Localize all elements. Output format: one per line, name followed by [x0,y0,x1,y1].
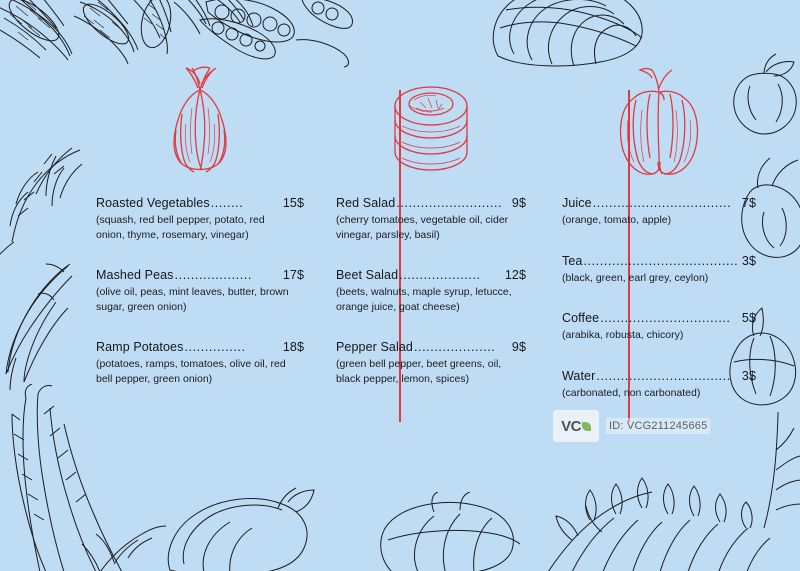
menu-item-title [562,196,756,210]
peas-illustration [196,0,356,68]
leader-dots: ........ [210,196,244,210]
menu-item-description: (olive oil, peas, mint leaves, butter, brown sugar, green onion) [96,286,289,313]
menu-item-price: 15$ [282,196,304,210]
menu-item-title [562,311,756,325]
menu-item [336,268,526,314]
watermark [553,410,710,442]
cabbage-illustration [470,0,690,68]
menu-item-name: Water [562,368,596,383]
menu-item-name: Roasted Vegetables [96,196,210,210]
menu-item-price: 9$ [511,340,526,354]
menu-item [336,196,526,242]
menu-item [562,369,756,401]
leader-dots: .......................... [396,196,503,210]
menu-item-description: (arabika, robusta, chicory) [562,329,684,341]
menu-item-description: (cherry tomatoes, vegetable oil, cider vinegar, parsley, basil) [336,214,509,241]
menu-item [336,340,526,386]
menu-item [562,254,756,286]
menu-item-title [96,196,304,210]
menu-item-description: (carbonated, non carbonated) [562,386,701,399]
watermark-logo-text: VC [561,417,581,435]
menu-item-price: 9$ [511,196,526,210]
menu-item-title [96,268,304,282]
menu-item-name: Pepper Salad [336,340,413,354]
menu-column-appetizers [96,62,318,412]
garlic-icon [96,62,304,182]
menu-item-title [96,340,304,354]
cilantro-illustration [532,470,772,571]
menu-item-name: Ramp Potatoes [96,340,184,354]
menu-item-name: Tea [562,253,583,268]
menu-item-description: (green bell pepper, beet greens, oil, black pepper, lemon, spices) [336,358,502,385]
menu-item-description: (black, green, earl grey, ceylon) [562,271,709,284]
menu-item-description: (potatoes, ramps, tomatoes, olive oil, red bell pepper, green onion) [96,358,286,385]
leader-dots: .................... [399,268,481,282]
menu-item-name: Juice [562,196,592,210]
menu-item-price: 18$ [282,340,304,354]
menu-item-title [562,254,756,268]
menu-item-description: (squash, red bell pepper, potato, red onion, thyme, rosemary, vinegar) [96,214,265,241]
menu-item-description: (orange, tomato, apple) [562,214,672,226]
menu-item-price: 3$ [741,253,756,268]
menu-item-name: Coffee [562,311,600,325]
eggplant-illustration [160,486,320,571]
menu-item-price: 12$ [504,268,526,282]
menu-item-price: 3$ [741,368,756,383]
leaf-icon [582,422,591,431]
menu-item [562,196,756,228]
menu-column-drinks [540,62,756,426]
menu-item-title [562,369,756,383]
leader-dots: .................... [413,340,496,354]
menu-item-price: 17$ [282,268,304,282]
menu-item [96,196,304,242]
leader-dots: ................................. [596,368,731,383]
menu-item-price: 7$ [741,196,756,210]
menu-item [562,311,756,343]
chili-pepper-illustration [0,262,76,392]
menu-columns [96,62,756,422]
bell-pepper-icon [562,62,756,182]
leaf-bottom-left-illustration [98,520,168,571]
menu-item-name: Red Salad [336,196,396,210]
menu-item-title [336,340,526,354]
leader-dots: ................................ [600,311,731,325]
menu-item-price: 5$ [741,311,756,325]
herb-sprig-right-illustration [756,410,800,530]
menu-item-name: Beet Salad [336,268,399,282]
menu-item-description: (beets, walnuts, maple syrup, letucce, orange juice, goat cheese) [336,286,512,313]
watermark-logo [553,410,599,442]
menu-item-title [336,268,526,282]
leader-dots: ...................................... [583,253,739,268]
menu-item [96,268,304,314]
leader-dots: ............... [184,340,246,354]
bottom-onion-illustration [372,492,532,571]
leader-dots: .................................. [592,196,732,210]
watermark-id: ID: VCG211245665 [606,418,710,434]
menu-item-title [336,196,526,210]
menu-item-name: Mashed Peas [96,268,174,282]
leader-dots: ................... [174,268,252,282]
menu-column-salads [318,62,540,412]
parsley-illustration [0,146,90,256]
menu-item [96,340,304,386]
tomato-slices-icon [336,62,526,182]
